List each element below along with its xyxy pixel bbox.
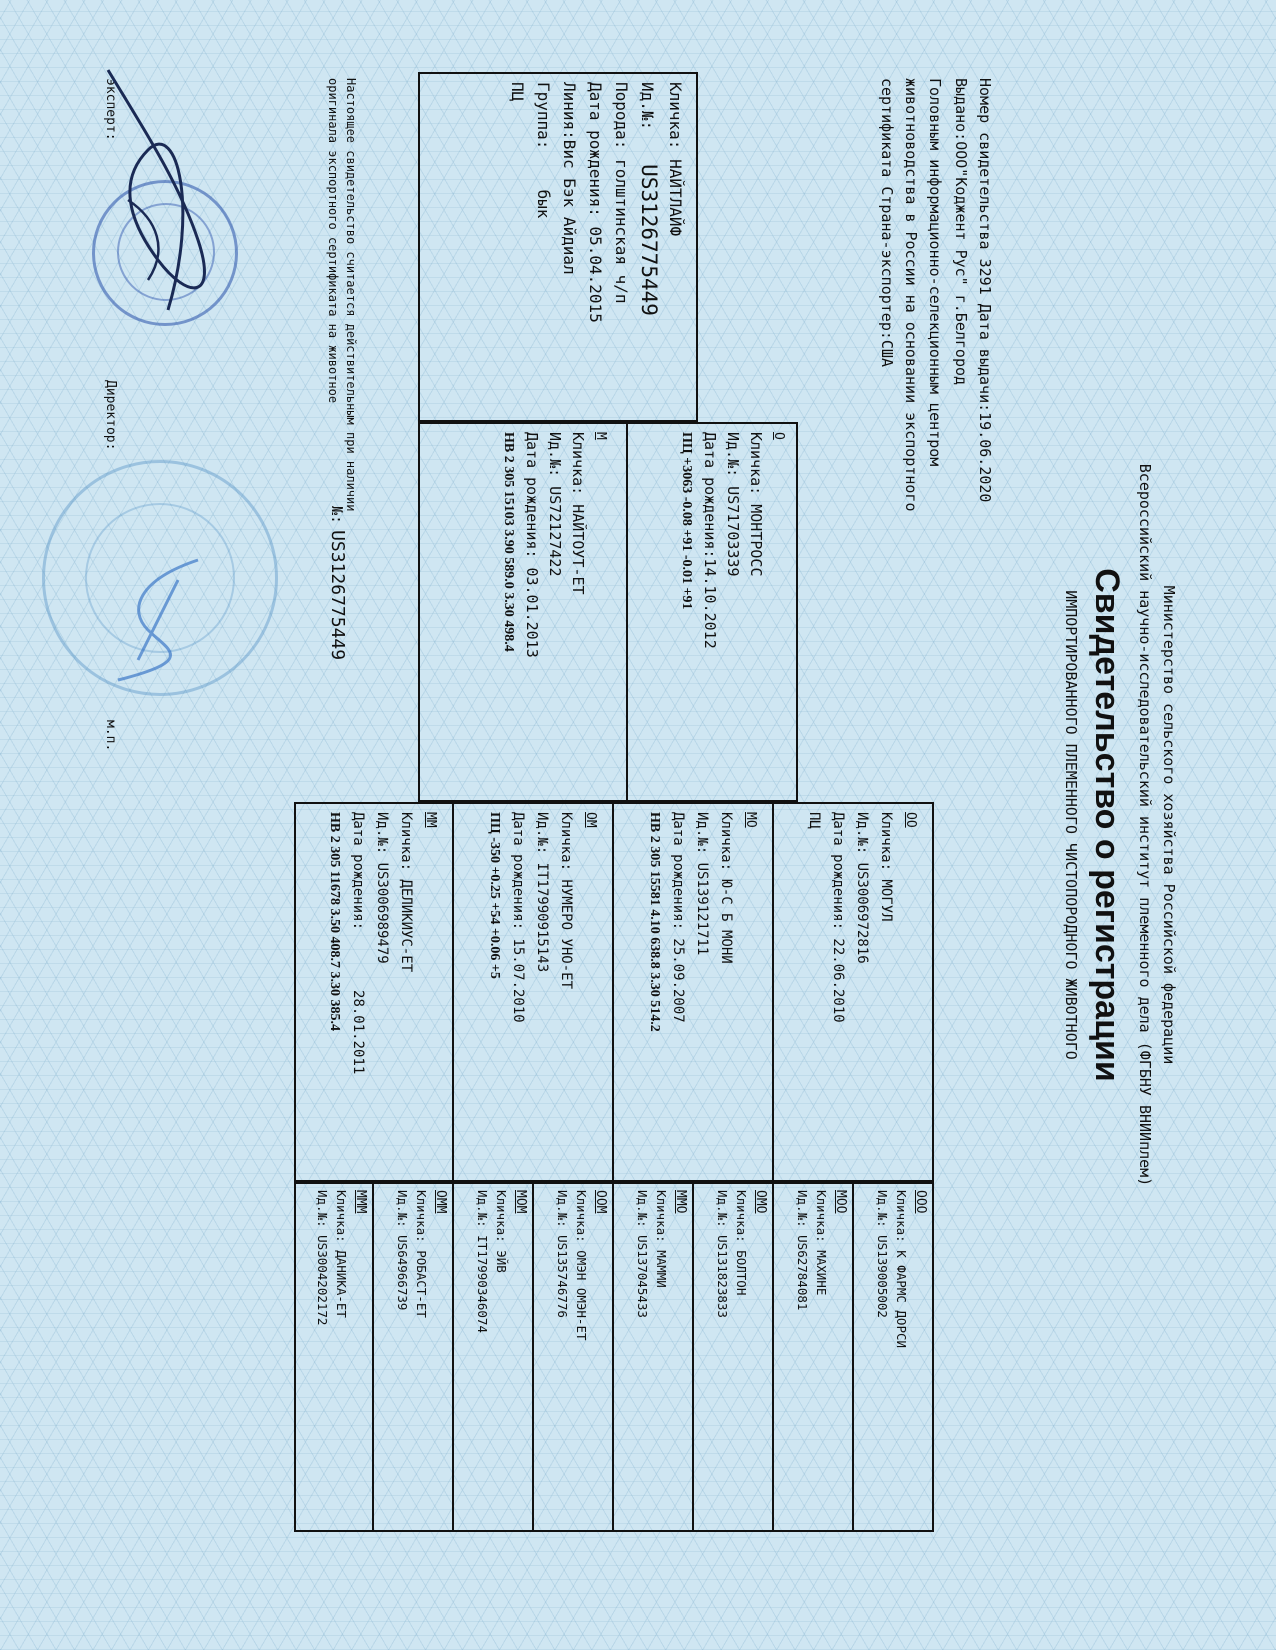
ggp-code: МММ [353,1190,368,1214]
director-label: Директор: [103,380,118,451]
page-subtitle: ИМПОРТИРОВАННОГО ПЛЕМЕННОГО ЧИСТОПОРОДНОГО ЖИВОТНОГО [1062,590,1080,1060]
ggp-id: Ид.№: US131823833 [715,1190,730,1318]
oo-pi: ПЦ [806,812,822,829]
animal-dob: Дата рождения: 05.04.2015 [586,82,605,323]
ggp-code: ООО [913,1190,928,1214]
animal-line: Линия:Вис Бэк Айдиал [560,82,579,275]
mother-hb: НВ 2 305 15103 3.90 589.0 3.30 498.4 [501,432,516,652]
grandparent-om [452,804,612,1180]
mm-name: Кличка: ДЕЛИКИУС-ЕТ [398,812,414,973]
father-dob: Дата рождения:14.10.2012 [701,432,719,649]
expert-signature-icon [78,60,218,320]
animal-box [418,72,698,422]
grandparents-box [294,802,934,1182]
parents-box [418,422,798,802]
ggp-omm [372,1184,452,1530]
ggp-oom [532,1184,612,1530]
ggp-code: ОММ [433,1190,448,1214]
ggp-name: Кличка: БОЛТОН [734,1190,749,1296]
ggp-code: МОО [833,1190,848,1214]
animal-group-label: Группа: [534,82,553,150]
mother-cell [420,424,626,800]
mother-dob: Дата рождения: 03.01.2013 [523,432,541,658]
father-pi: ПЦ +3063 -0.08 +91 -0.01 +91 [679,432,694,610]
validity-line-1: Настоящее свидетельство считается действительным при наличии [344,78,358,512]
mo-hb: НВ 2 305 15581 4.10 638.8 3.30 514.2 [647,812,662,1032]
om-dob: Дата рождения: 15.07.2010 [510,812,526,1023]
animal-id: US3126775449 [637,164,661,316]
mother-code: М [593,432,608,440]
cert-number-line: Номер свидетельства 3291 Дата выдачи:19.06.2020 [976,78,994,503]
mother-name: Кличка: НАЙТОУТ-ЕТ [569,432,587,595]
father-id: Ид.№: US71703339 [724,432,742,577]
om-id: Ид.№: IT17990915143 [534,812,550,973]
animal-breed: Порода: голштинская ч/п [612,82,631,304]
ggp-ooo [852,1184,932,1530]
mm-id: Ид.№: US3006989479 [374,812,390,964]
ggp-id: Ид.№: US135746776 [555,1190,570,1318]
expert-label: эксперт: [103,78,118,141]
oo-code: ОО [903,812,918,828]
ggp-mmm [296,1184,372,1530]
footer-cert-number-label: №: [328,506,346,525]
validity-line-2: оригинала экспортного сертификата на животное [326,78,340,404]
animal-pi: ПЦ [508,82,527,102]
ggp-id: Ид.№: US137045433 [635,1190,650,1318]
ggp-name: Кличка: МАХИНЕ [814,1190,829,1296]
ggp-code: ООМ [593,1190,608,1214]
mm-dob-label: Дата рождения: [350,812,366,931]
grandparent-mo [612,804,772,1180]
oo-name: Кличка: МОГУЛ [878,812,894,922]
ggp-id: Ид.№: US139005002 [875,1190,890,1318]
ggp-id: Ид.№: US64966739 [395,1190,410,1311]
ggp-mmo [612,1184,692,1530]
ggp-name: Кличка: РОБАСТ-ЕТ [414,1190,429,1318]
ggp-omo [692,1184,772,1530]
ggp-code: ОМО [753,1190,768,1214]
mm-dob-row [346,812,370,1172]
ggp-name: Кличка: МАММИ [654,1190,669,1288]
ggp-id: Ид.№: US3004202172 [315,1190,330,1326]
oo-dob: Дата рождения: 22.06.2010 [830,812,846,1023]
grandparent-oo [772,804,932,1180]
mp-label: м.п. [103,720,118,752]
om-pi: ПЦ -350 +0.25 +54 +0.06 +5 [487,812,502,979]
mo-dob: Дата рождения: 25.09.2007 [670,812,686,1023]
father-code: О [771,432,786,440]
issued-line: Выдано:ООО"Коджент Рус" г.Белгород [952,78,970,386]
ggp-name: Кличка: К ФАРМС ДОРСИ [894,1190,909,1349]
animal-id-row [634,82,662,323]
oo-id: Ид.№: US3006972816 [854,812,870,964]
ggp-name: Кличка: ЭЙВ [494,1190,509,1273]
mm-hb: НВ 2 305 11678 3.50 408.7 3.30 385.4 [327,812,342,1031]
footer-cert-number [327,506,348,660]
center-line-1: Головным информационно-селекционным центром [926,78,944,467]
director-signature-icon [88,540,238,700]
ggp-id: Ид.№: IT17990346074 [475,1190,490,1333]
father-cell [626,424,796,800]
institute-line: Всероссийский научно-исследовательский институт племенного дела (ФГБНУ ВНИИплем) [1136,463,1154,1187]
mo-id: Ид.№: US139121711 [694,812,710,956]
father-name: Кличка: МОНТРОСС [747,432,765,577]
ggp-name: Кличка: ДАНИКА-ЕТ [334,1190,349,1318]
footer-cert-number-value: US3126775449 [327,530,348,661]
ggp-moo [772,1184,852,1530]
ministry-line: Министерство сельского хозяйства Российской федерации [1160,585,1178,1065]
ggp-code: МОМ [513,1190,528,1214]
center-line-2: животноводства в России на основании экспортного [902,78,920,512]
om-code: ОМ [583,812,598,828]
great-grandparents-box [294,1182,934,1532]
mm-dob: 28.01.2011 [350,990,366,1075]
center-line-3: сертификата Страна-экспортер:США [878,78,896,367]
animal-name: Кличка: НАЙТЛАЙФ [666,82,685,237]
mother-id: Ид.№: US72127422 [546,432,564,577]
om-name: Кличка: НУМЕРО УНО-ЕТ [558,812,574,990]
ggp-code: ММО [673,1190,688,1214]
ggp-id: Ид.№: US62784081 [795,1190,810,1311]
mo-code: МО [743,812,758,828]
mm-code: ММ [423,812,438,828]
ggp-name: Кличка: ОМЭН ОМЭН-ЕТ [574,1190,589,1341]
ggp-mom [452,1184,532,1530]
animal-group: бык [534,189,553,219]
mo-name: Кличка: Ю-С Б МОНИ [718,812,734,964]
grandparent-mm [296,804,452,1180]
page-title: Свидетельство о регистрации [1088,568,1126,1082]
animal-group-row [530,82,556,323]
animal-id-label: Ид.№: [638,82,657,131]
